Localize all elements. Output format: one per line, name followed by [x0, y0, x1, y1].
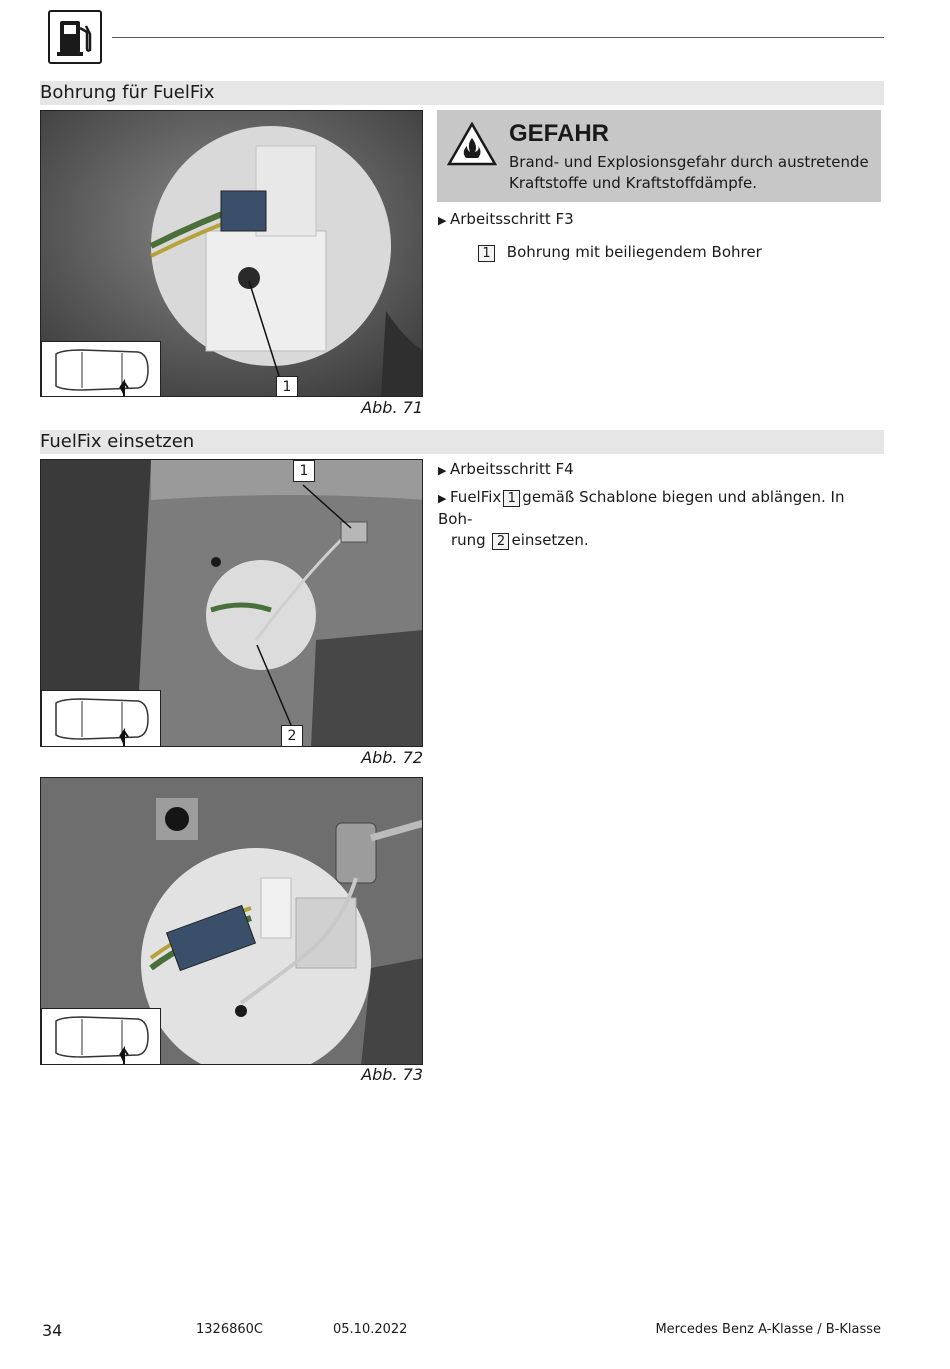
caption-fig72: Abb. 72 — [361, 748, 423, 767]
header-rule — [112, 37, 884, 38]
photo-fig73 — [40, 777, 423, 1065]
car-position-inset — [41, 690, 161, 747]
bullet-triangle-icon: ▶ — [438, 464, 447, 477]
item-number: 1 — [503, 490, 520, 507]
warning-text-line2: Kraftstoffe und Kraftstoffdämpfe. — [509, 174, 758, 192]
callout-1: 1 — [293, 460, 315, 482]
photo-fig72 — [40, 459, 423, 747]
doc-date: 05.10.2022 — [333, 1322, 408, 1337]
callout-1: 1 — [276, 376, 298, 397]
item-number: 1 — [478, 245, 495, 262]
section-title-bohrung: Bohrung für FuelFix — [40, 81, 884, 105]
warning-title: GEFAHR — [509, 120, 610, 147]
caption-fig71: Abb. 71 — [361, 398, 423, 417]
photo-fig71 — [40, 110, 423, 397]
page-number: 34 — [42, 1321, 63, 1340]
bullet-triangle-icon: ▶ — [438, 214, 447, 227]
callout-2: 2 — [281, 725, 303, 747]
car-position-inset — [41, 1008, 161, 1065]
step-f3: ▶ Arbeitsschritt F3 — [438, 209, 574, 231]
section-title-fuelfix: FuelFix einsetzen — [40, 430, 884, 454]
list-item-bohrung: 1 Bohrung mit beiliegendem Bohrer — [476, 242, 762, 263]
fire-hazard-icon — [447, 122, 497, 170]
warning-text-line1: Brand- und Explosionsgefahr durch austretende — [509, 153, 869, 171]
caption-fig73: Abb. 73 — [361, 1065, 423, 1084]
fuel-pump-icon — [48, 10, 102, 64]
instruction-fuelfix: ▶ FuelFix 1 gemäß Schablone biegen und ablängen. In Boh- rung 2 einsetzen. — [438, 488, 845, 549]
vehicle-model: Mercedes Benz A-Klasse / B-Klasse — [655, 1322, 881, 1337]
warning-box — [437, 110, 881, 202]
bullet-triangle-icon: ▶ — [438, 492, 447, 505]
doc-number: 1326860C — [196, 1322, 263, 1337]
item-number: 2 — [492, 533, 509, 550]
step-f4: ▶ Arbeitsschritt F4 — [438, 459, 574, 481]
